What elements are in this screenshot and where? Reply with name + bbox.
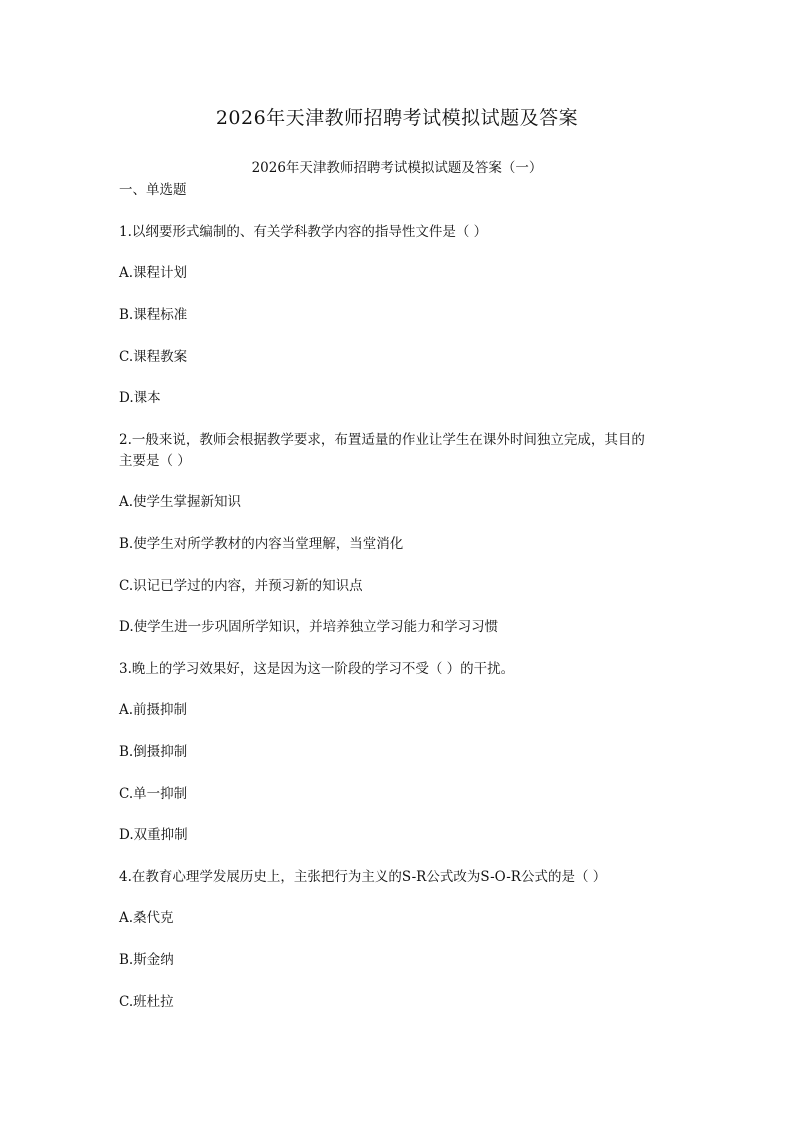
question-3-option-c: C.单一抑制 xyxy=(119,786,188,802)
question-1-option-a: A.课程计划 xyxy=(119,265,188,281)
question-4-option-c: C.班杜拉 xyxy=(119,994,174,1010)
question-2-option-d: D.使学生进一步巩固所学知识，并培养独立学习能力和学习习惯 xyxy=(119,619,499,635)
question-2-option-c: C.识记已学过的内容，并预习新的知识点 xyxy=(119,578,363,594)
question-3-option-b: B.倒摄抑制 xyxy=(119,744,188,760)
question-3-option-d: D.双重抑制 xyxy=(119,827,188,843)
document-title: 2026年天津教师招聘考试模拟试题及答案 xyxy=(215,107,579,129)
question-3-stem: 3.晚上的学习效果好，这是因为这一阶段的学习不受（ ）的干扰。 xyxy=(119,661,515,677)
document-subtitle: 2026年天津教师招聘考试模拟试题及答案（一） xyxy=(251,160,543,176)
question-4-option-b: B.斯金纳 xyxy=(119,952,174,968)
question-1-option-d: D.课本 xyxy=(119,390,161,406)
question-1-option-c: C.课程教案 xyxy=(119,349,188,365)
question-2-option-b: B.使学生对所学教材的内容当堂理解，当堂消化 xyxy=(119,536,404,552)
question-3-option-a: A.前摄抑制 xyxy=(119,702,188,718)
question-2-option-a: A.使学生掌握新知识 xyxy=(119,494,242,510)
section-heading: 一、单选题 xyxy=(119,182,187,198)
question-1-stem: 1.以纲要形式编制的、有关学科教学内容的指导性文件是（ ） xyxy=(119,224,488,240)
question-2-stem-line-1: 2.一般来说，教师会根据教学要求，布置适量的作业让学生在课外时间独立完成，其目的 xyxy=(119,432,645,448)
question-1-option-b: B.课程标准 xyxy=(119,307,188,323)
question-4-option-a: A.桑代克 xyxy=(119,910,174,926)
question-4-stem: 4.在教育心理学发展历史上，主张把行为主义的S-R公式改为S-O-R公式的是（ ） xyxy=(119,869,607,885)
question-2-stem-line-2: 主要是（ ） xyxy=(119,453,191,469)
